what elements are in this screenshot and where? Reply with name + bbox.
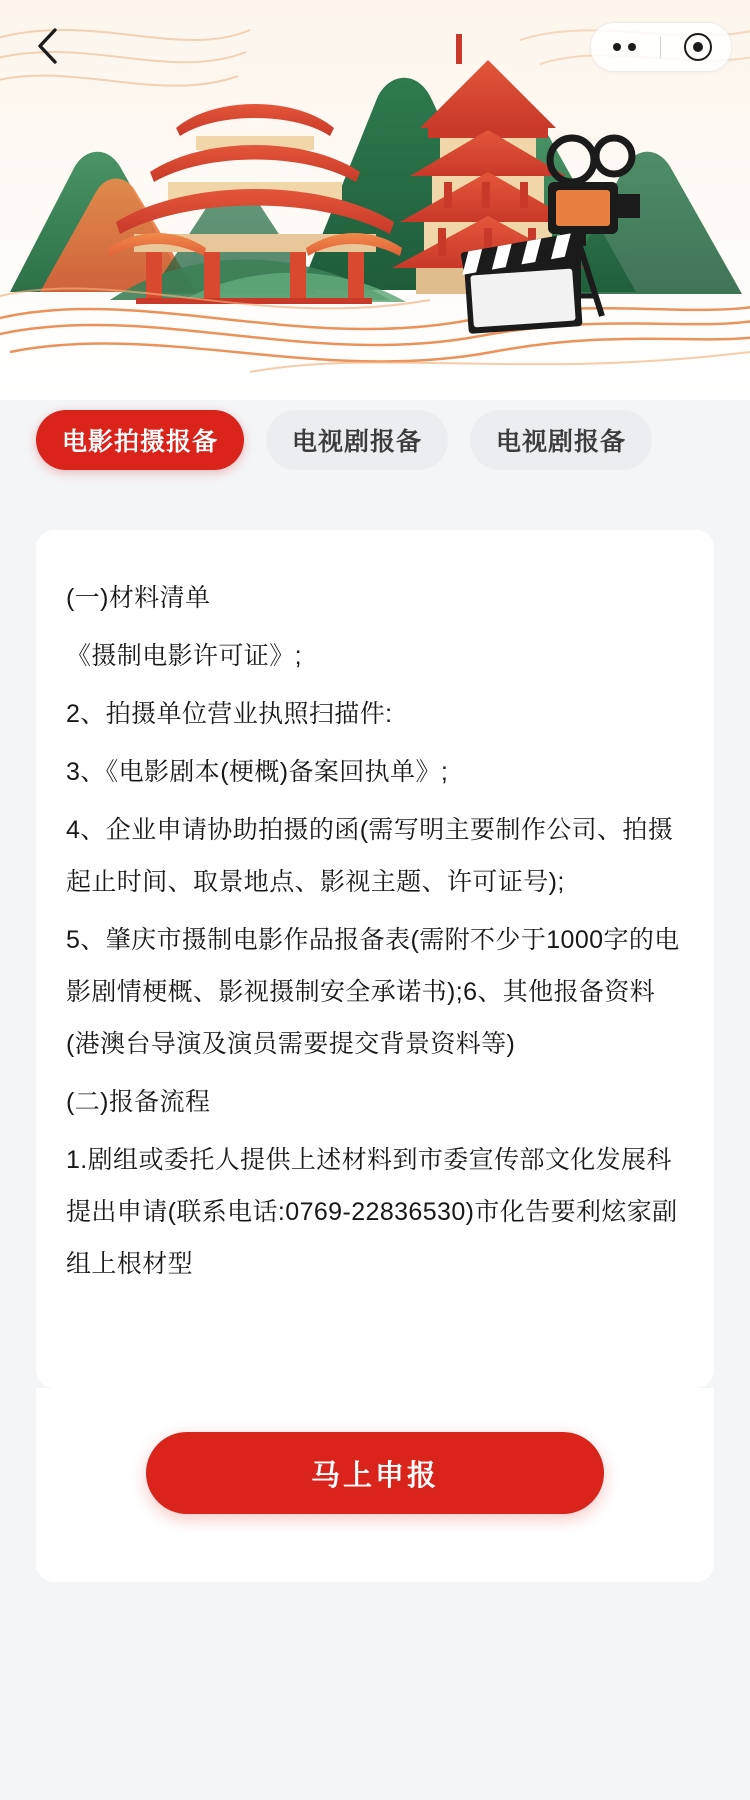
- doc-paragraph-filing-form: 5、肇庆市摄制电影作品报备表(需附不少于1000字的电影剧情梗概、影视摄制安全承诺书);6、其他报备资料(港澳台导演及演员需要提交背景资料等): [66, 926, 680, 1058]
- page-bottom-spacer: [0, 1582, 750, 1800]
- doc-paragraph-assist-letter: 4、企业申请协助拍摄的函(需写明主要制作公司、拍摄起止时间、取景地点、影视主题、许可证号);: [66, 816, 674, 896]
- target-circle-icon[interactable]: [668, 33, 728, 61]
- clapperboard-icon: [459, 233, 583, 334]
- hero-banner: [0, 0, 750, 400]
- tab-tv-series-filing-1[interactable]: 电视剧报备: [266, 410, 448, 470]
- chevron-left-icon: [35, 26, 61, 66]
- tab-bar: [0, 392, 750, 488]
- doc-paragraph-process-step-1: 1.剧组或委托人提供上述材料到市委宣传部文化发展科提出申请(联系电话:0769-22836530)市化告要利炫家副组上根材型: [66, 1146, 678, 1278]
- apply-now-button[interactable]: 马上申报: [146, 1432, 604, 1514]
- content-card: [36, 530, 714, 1388]
- requirements-document: [66, 572, 684, 1290]
- doc-paragraph-process-heading: (二)报备流程: [66, 1088, 211, 1116]
- capsule-divider: [660, 36, 661, 58]
- cta-area: [36, 1432, 714, 1514]
- tab-tv-series-filing-2[interactable]: 电视剧报备: [470, 410, 652, 470]
- doc-paragraph-script-receipt: 3、《电影剧本(梗概)备案回执单》;: [66, 758, 449, 786]
- tab-film-filing[interactable]: 电影拍摄报备: [36, 410, 244, 470]
- film-camera-icon: [548, 138, 640, 316]
- nav-bar: [0, 14, 750, 76]
- doc-paragraph-permit: 《摄制电影许可证》;: [66, 642, 302, 670]
- archway: [108, 104, 402, 304]
- more-dots-icon[interactable]: [594, 43, 654, 51]
- back-button[interactable]: [26, 24, 70, 68]
- mini-program-capsule[interactable]: [590, 22, 732, 72]
- doc-paragraph-materials-heading: (一)材料清单: [66, 584, 211, 612]
- doc-paragraph-license-scan: 2、拍摄单位营业执照扫描件:: [66, 700, 393, 728]
